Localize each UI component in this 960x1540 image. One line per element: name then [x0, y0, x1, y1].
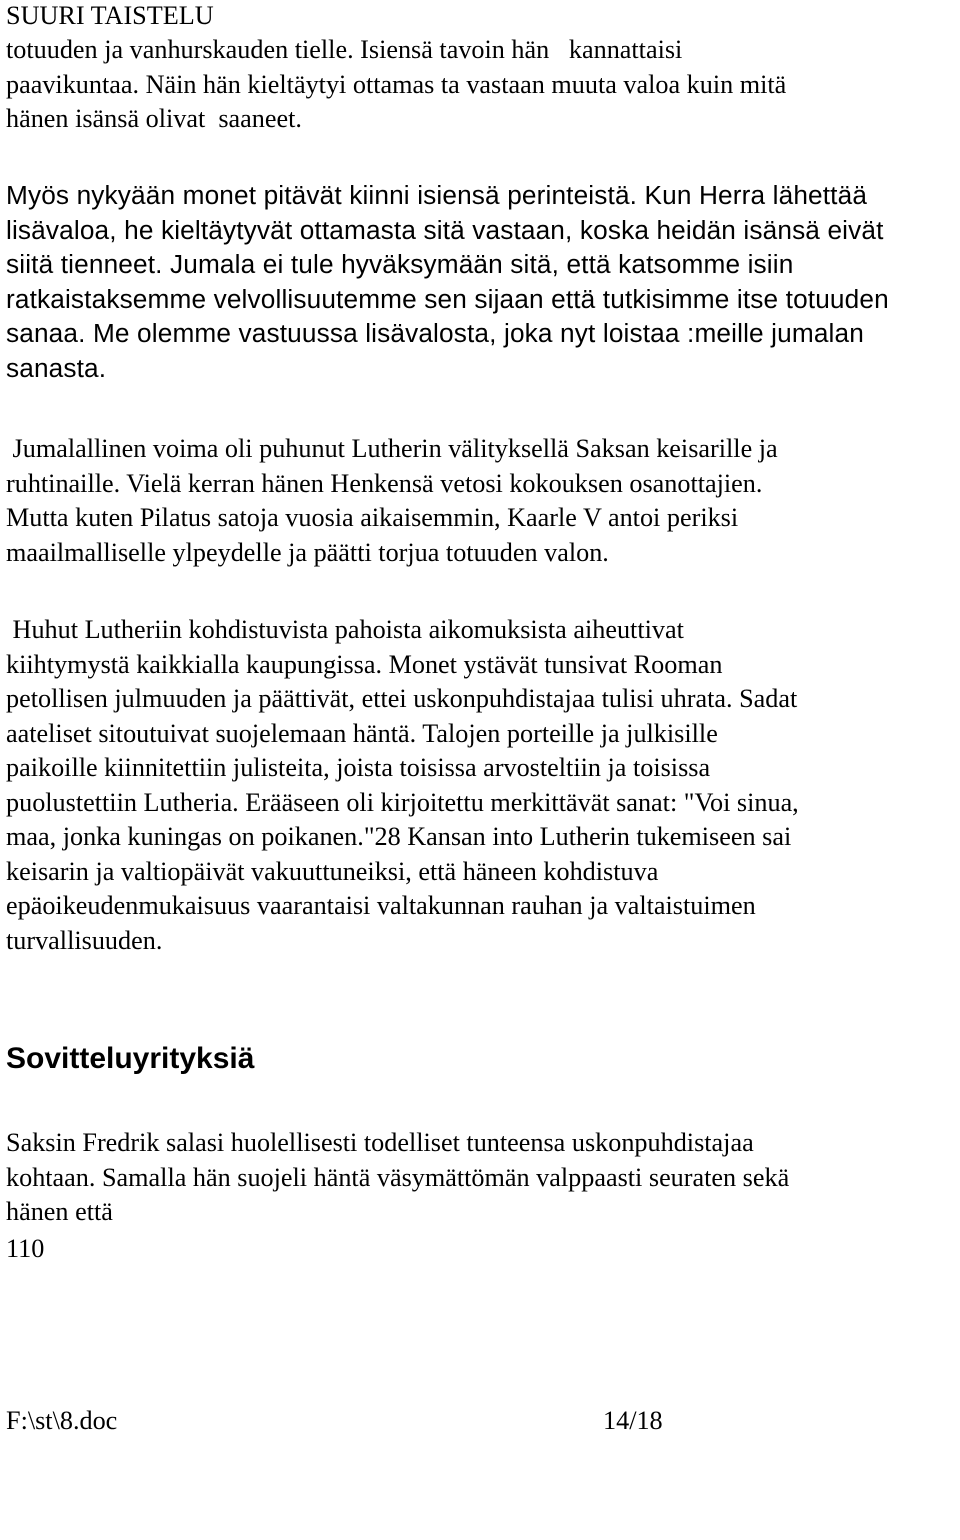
paragraph-line: Jumalallinen voima oli puhunut Lutherin välityksellä Saksan keisarille ja	[6, 434, 778, 463]
paragraph-line: paikoille kiinnitettiin julisteita, joista toisissa arvosteltiin ja toisissa	[6, 753, 711, 782]
paragraph	[6, 178, 889, 385]
paragraph-line: siitä tienneet. Jumala ei tule hyväksymään sitä, että katsomme isiin	[6, 249, 794, 279]
paragraph-line: kiihtymystä kaikkialla kaupungissa. Monet ystävät tunsivat Rooman	[6, 649, 723, 679]
paragraph-line: paavikuntaa. Näin hän kieltäytyi ottamas ta vastaan muuta valoa kuin mitä	[6, 69, 787, 99]
paragraph-line: keisarin ja valtiopäivät vakuuttuneiksi, että häneen kohdistuva	[6, 856, 659, 886]
footer-file-path: F:\st\8.doc	[6, 1406, 118, 1435]
paragraph-line: hänen että	[6, 1197, 113, 1226]
paragraph-line: petollisen julmuuden ja päättivät, ettei uskonpuhdistajaa tulisi uhrata. Sadat	[6, 684, 798, 713]
paragraph-line: Saksin Fredrik salasi huolellisesti todelliset tunteensa uskonpuhdistajaa	[6, 1128, 754, 1157]
page-footer	[6, 1404, 954, 1540]
paragraph-line: ratkaistaksemme velvollisuutemme sen sijaan että tutkisimme itse totuuden	[6, 283, 889, 314]
paragraph-line: epäoikeudenmukaisuus vaarantaisi valtakunnan rauhan ja valtaistuimen	[6, 891, 756, 920]
paragraph-line: Mutta kuten Pilatus satoja vuosia aikaisemmin, Kaarle V antoi periksi	[6, 503, 739, 532]
paragraph	[6, 33, 786, 137]
page-number: 110	[6, 1234, 45, 1263]
paragraph-line: puolustettiin Lutheria. Erääseen oli kirjoitettu merkittävät sanat: "Voi sinua,	[6, 787, 799, 817]
paragraph-line: maailmalliselle ylpeydelle ja päätti torjua totuuden valon.	[6, 537, 609, 567]
paragraph	[6, 613, 799, 958]
paragraph-line: sanasta.	[6, 352, 107, 383]
paragraph-line: Myös nykyään monet pitävät kiinni isiensä perinteistä. Kun Herra lähettää	[6, 180, 868, 210]
paragraph-line: maa, jonka kuningas on poikanen."28 Kansan into Lutherin tukemiseen sai	[6, 822, 792, 851]
footer-page-indicator: 14/18	[603, 1406, 663, 1435]
paragraph	[6, 1126, 789, 1230]
paragraph-line: totuuden ja vanhurskauden tielle. Isiensä tavoin hän kannattaisi	[6, 35, 683, 64]
paragraph-line: aateliset sitoutuivat suojelemaan häntä. Talojen porteille ja julkisille	[6, 718, 718, 748]
section-heading: Sovitteluyrityksiä	[6, 1042, 255, 1075]
paragraph-line: kohtaan. Samalla hän suojeli häntä väsymättömän valppaasti seuraten sekä	[6, 1162, 790, 1192]
paragraph-line: Huhut Lutheriin kohdistuvista pahoista aikomuksista aiheuttivat	[6, 615, 684, 644]
running-header: SUURI TAISTELU	[6, 1, 214, 30]
paragraph-line: ruhtinaille. Vielä kerran hänen Henkensä vetosi kokouksen osanottajien.	[6, 468, 763, 498]
paragraph	[6, 432, 778, 570]
paragraph-line: turvallisuuden.	[6, 925, 163, 955]
paragraph-line: sanaa. Me olemme vastuussa lisävalosta, joka nyt loistaa :meille jumalan	[6, 318, 864, 348]
paragraph-line: hänen isänsä olivat saaneet.	[6, 104, 302, 133]
paragraph-line: lisävaloa, he kieltäytyvät ottamasta sitä vastaan, koska heidän isänsä eivät	[6, 214, 884, 245]
